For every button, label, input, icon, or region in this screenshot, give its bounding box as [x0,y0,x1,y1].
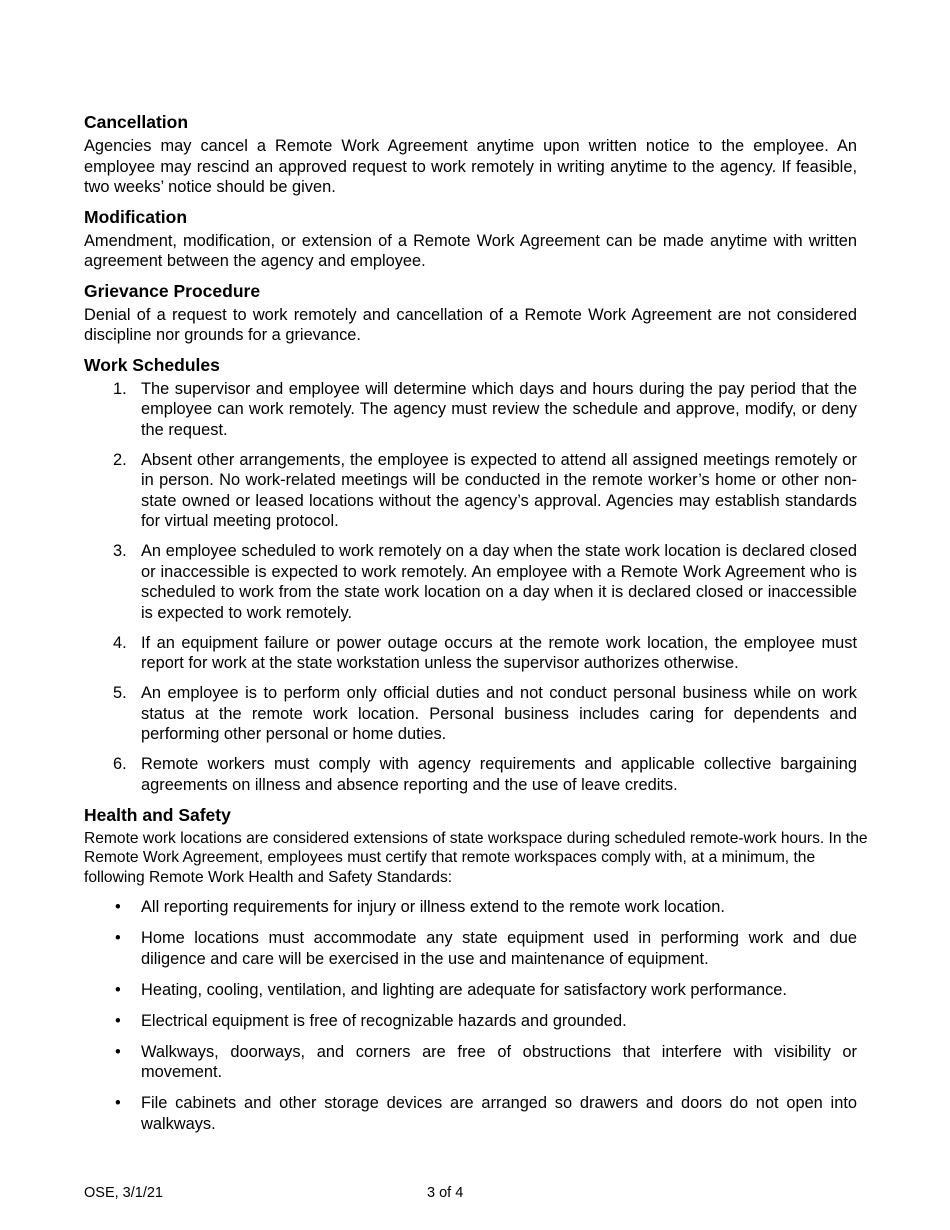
bullet-icon: • [115,929,121,947]
list-item [84,980,857,1001]
section-body: Remote work locations are considered extensions of state workspace during scheduled remote-work hours. In the Remote Work Agreement, employees must certify that remote workspaces comply with, at a minimum, the following Remote Work Health and Safety Standards: [84,829,868,886]
list-number: 2. [113,450,127,469]
list-item [84,1042,857,1083]
list-item-text: An employee scheduled to work remotely on a day when the state work location is declared closed or inaccessible is expected to work remotely. An employee with a Remote Work Agreement who is scheduled to work from the state work location on a day when it is declared closed or inaccessible is expected to work remotely. [141,542,857,622]
bullet-icon: • [115,1011,121,1030]
list-number: 4. [113,633,127,652]
section-health-and-safety [84,804,868,1135]
list-item [84,541,857,623]
section-body: Denial of a request to work remotely and cancellation of a Remote Work Agreement are not considered discipline nor grounds for a grievance. [84,305,857,344]
list-number: 1. [113,379,127,398]
section-body: Amendment, modification, or extension of a Remote Work Agreement can be made anytime with written agreement between the agency and employee. [84,231,857,270]
list-item [84,897,857,918]
bullet-icon: • [115,898,121,916]
section-heading: Health and Safety [84,804,231,825]
bullet-list [84,897,857,1134]
list-item [84,450,857,532]
document-page [84,112,868,1145]
list-item [84,633,857,674]
list-item-text: Walkways, doorways, and corners are free of obstructions that interfere with visibility or movement. [141,1042,857,1081]
section-cancellation [84,112,857,198]
section-body: Agencies may cancel a Remote Work Agreement anytime upon written notice to the employee. An employee may rescind an approved request to work remotely in writing anytime to the agency. If feasible, two weeks’ notice should be given. [84,137,857,196]
list-item [84,379,857,441]
footer-document-id: OSE, 3/1/21 [84,1185,163,1201]
list-item [84,683,857,745]
list-item-text: Home locations must accommodate any state equipment used in performing work and due diligence and care will be exercised in the use and maintenance of equipment. [141,929,857,968]
section-heading: Cancellation [84,112,189,132]
footer-page-number: 3 of 4 [427,1185,464,1201]
list-item-text: The supervisor and employee will determine which days and hours during the pay period that the employee can work remotely. The agency must review the schedule and approve, modify, or deny the request. [141,379,857,439]
list-item-text: Heating, cooling, ventilation, and lighting are adequate for satisfactory work performance. [141,980,787,999]
list-item-text: All reporting requirements for injury or illness extend to the remote work location. [141,898,725,916]
list-item [84,754,857,795]
list-item [84,1093,857,1134]
list-item [84,1011,857,1032]
list-item-text: Electrical equipment is free of recognizable hazards and grounded. [141,1011,627,1030]
numbered-list [84,379,857,796]
bullet-icon: • [115,1094,121,1112]
list-item [84,928,857,969]
list-item-text: If an equipment failure or power outage occurs at the remote work location, the employee must report for work at the state workstation unless the supervisor authorizes otherwise. [141,633,857,672]
section-heading: Modification [84,206,188,227]
section-work-schedules [84,355,857,796]
section-heading: Grievance Procedure [84,280,261,301]
list-item-text: An employee is to perform only official duties and not conduct personal business while on work status at the remote work location. Personal business includes caring for dependents and performing other personal or home duties. [141,684,857,743]
list-number: 3. [113,542,127,560]
list-number: 6. [113,755,127,773]
section-modification [84,207,857,272]
list-item-text: File cabinets and other storage devices are arranged so drawers and doors do not open into walkways. [141,1094,857,1133]
list-item-text: Remote workers must comply with agency requirements and applicable collective bargaining agreements on illness and absence reporting and the use of leave credits. [141,755,857,794]
list-item-text: Absent other arrangements, the employee is expected to attend all assigned meetings remotely or in person. No work-related meetings will be conducted in the remote worker’s home or other non-state owned or leased locations without the agency’s approval. Agencies may establish standards for virtual meeting protocol. [141,450,857,530]
list-number: 5. [113,684,127,702]
section-heading: Work Schedules [84,354,220,375]
bullet-icon: • [115,1042,121,1061]
bullet-icon: • [115,980,121,999]
section-grievance-procedure [84,281,857,346]
